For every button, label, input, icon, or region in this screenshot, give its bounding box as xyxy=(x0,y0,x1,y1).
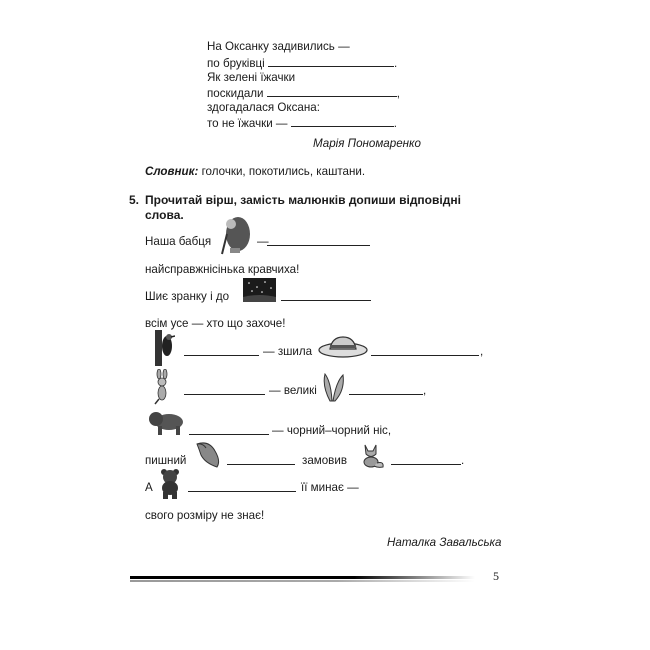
ears-icon xyxy=(320,372,346,402)
answer-blank[interactable] xyxy=(391,453,461,465)
task5-line-5-mid: — зшила xyxy=(263,345,313,358)
fox-tail-icon xyxy=(193,441,223,469)
task5-line-4-text: всім усе — хто що захоче! xyxy=(145,317,286,330)
task5-line-3-text: Шиє зранку і до xyxy=(145,290,230,303)
task5-line-9-start: А xyxy=(145,481,153,494)
hat-icon xyxy=(318,334,368,358)
task5-line-2-text: найсправжнісінька кравчиха! xyxy=(145,263,300,276)
page-number: 5 xyxy=(493,569,499,583)
answer-blank[interactable] xyxy=(267,85,397,97)
poem1-line-5: здогадалася Оксана: xyxy=(207,101,320,114)
punct: . xyxy=(461,454,465,467)
task5-author: Наталка Завальська xyxy=(387,536,502,549)
fox-icon xyxy=(359,443,385,469)
answer-blank[interactable] xyxy=(184,383,265,395)
night-sky-icon xyxy=(243,278,276,302)
task5-title-line2: слова. xyxy=(145,208,184,222)
answer-blank[interactable] xyxy=(184,344,259,356)
dictionary-label: Словник: xyxy=(145,165,199,178)
task5-number: 5. xyxy=(129,193,140,207)
bear-icon xyxy=(148,410,184,436)
answer-blank[interactable] xyxy=(227,453,295,465)
hare-icon xyxy=(152,369,172,405)
woodpecker-icon xyxy=(153,330,175,366)
punct: . xyxy=(393,57,398,70)
task5-line-8-start: пишний xyxy=(145,454,187,467)
poem1-line-2-text: по бруківці xyxy=(207,57,265,70)
poem1-line-6-text: то не їжачки — xyxy=(207,117,288,130)
answer-blank[interactable] xyxy=(189,423,269,435)
answer-blank[interactable] xyxy=(291,115,394,127)
punct: , xyxy=(480,345,484,358)
dictionary-words: голочки, покотились, каштани. xyxy=(201,165,366,178)
poem1-author: Марія Пономаренко xyxy=(313,137,421,150)
teddy-bear-icon xyxy=(157,468,183,500)
task5-title-line1: Прочитай вірш, замість малюнків допиши відповідні xyxy=(145,193,461,207)
punct: , xyxy=(423,384,427,397)
footer-rule xyxy=(130,576,475,579)
answer-blank[interactable] xyxy=(267,234,370,246)
task5-line-6-mid: — великі xyxy=(269,384,317,397)
footer-rule-shadow xyxy=(130,580,475,582)
answer-blank[interactable] xyxy=(371,344,479,356)
poem1-line-6 xyxy=(207,115,397,132)
poem1-line-1: На Оксанку задивились — xyxy=(207,40,350,53)
answer-blank[interactable] xyxy=(188,480,296,492)
punct: . xyxy=(393,117,397,130)
dictionary xyxy=(145,165,365,178)
hedgehog-icon xyxy=(218,212,252,256)
task5-line-10-text: свого розміру не знає! xyxy=(145,509,265,522)
task5-line-7-mid: — чорний–чорний ніс, xyxy=(272,424,392,437)
poem1-line-3: Як зелені їжачки xyxy=(207,71,296,84)
answer-blank[interactable] xyxy=(281,289,371,301)
answer-blank[interactable] xyxy=(349,383,423,395)
answer-blank[interactable] xyxy=(268,55,394,67)
poem1-line-4-text: поскидали xyxy=(207,87,264,100)
task5-line-9-mid: її минає — xyxy=(301,481,359,494)
task5-line-1-text: Наша бабця xyxy=(145,235,212,248)
task5-line-8-mid: замовив xyxy=(302,454,347,467)
punct: , xyxy=(396,87,400,100)
task5-line-1-dash: — xyxy=(257,235,269,248)
